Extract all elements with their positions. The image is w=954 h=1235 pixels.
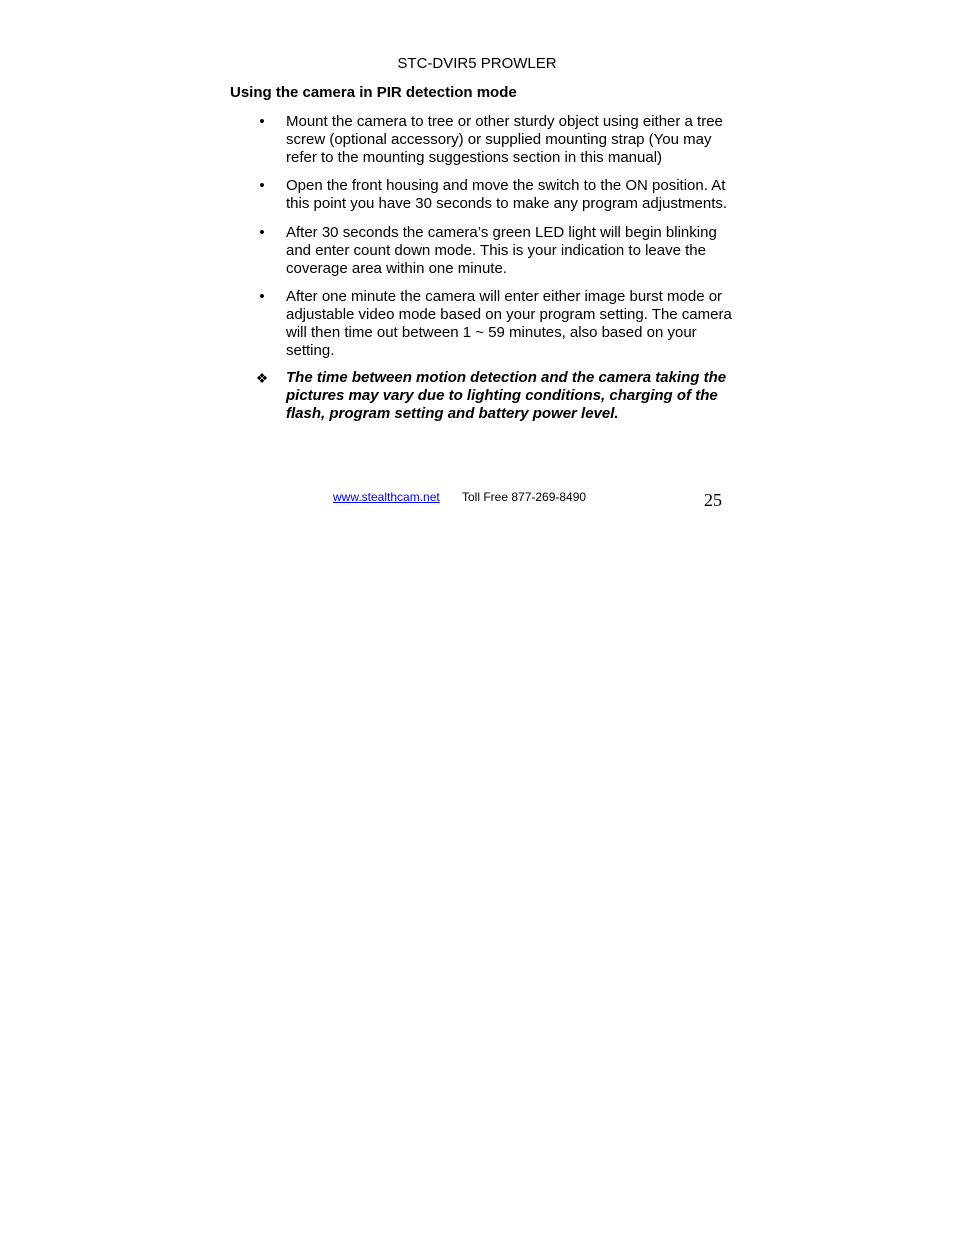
- toll-free-phone: Toll Free 877-269-8490: [462, 490, 587, 504]
- list-item: [255, 177, 735, 213]
- list-item: [255, 113, 735, 166]
- list-item-text: After one minute the camera will enter either image burst mode or adjustable video mode based on your program setting. The camera will then time out between 1 ~ 59 minutes, also based on your setting.: [286, 288, 732, 359]
- instruction-list: [255, 113, 735, 423]
- note-text: The time between motion detection and the camera taking the pictures may vary due to lighting conditions, charging of the flash, program setting and battery power level.: [286, 368, 727, 422]
- note-item: [255, 369, 735, 423]
- list-item-text: Mount the camera to tree or other sturdy object using either a tree screw (optional accessory) or supplied mounting strap (You may refer to the mounting suggestions section in this manual): [286, 113, 723, 166]
- bullet-icon: •: [259, 113, 265, 130]
- page-number: 25: [704, 490, 722, 510]
- bullet-icon: •: [259, 177, 265, 195]
- website-link[interactable]: www.stealthcam.net: [333, 490, 440, 504]
- bullet-icon: •: [259, 288, 265, 306]
- page-header: STC-DVIR5 PROWLER: [397, 55, 557, 72]
- bullet-icon: •: [259, 223, 265, 241]
- list-item: [255, 288, 735, 359]
- list-item-text: After 30 seconds the camera’s green LED light will begin blinking and enter count down mode. This is your indication to leave the coverage area within one minute.: [286, 223, 717, 277]
- list-item: [255, 224, 735, 277]
- diamond-bullet-icon: ❖: [255, 369, 269, 386]
- list-item-text: Open the front housing and move the switch to the ON position. At this point you have 30 seconds to make any program adjustments.: [286, 177, 728, 213]
- section-heading: Using the camera in PIR detection mode: [230, 84, 517, 101]
